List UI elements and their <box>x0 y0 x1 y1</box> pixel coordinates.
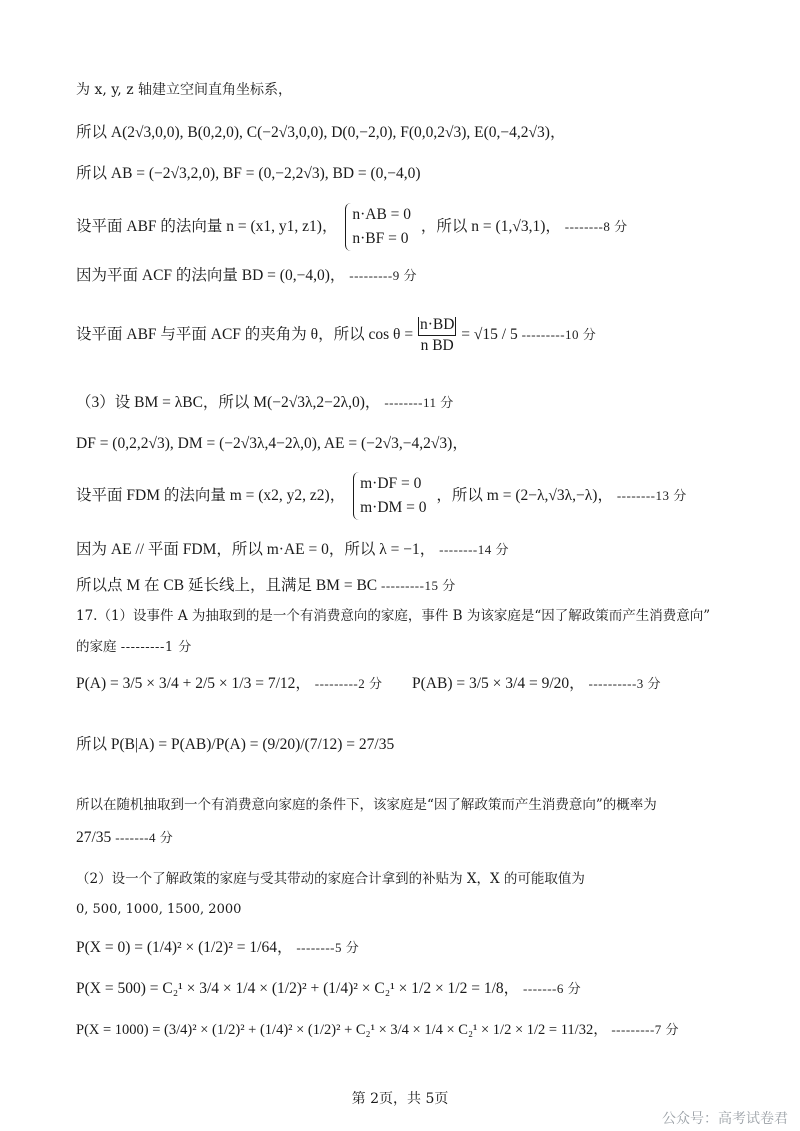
line-normal-abf <box>76 203 628 251</box>
prob-value: 27/35 <box>76 829 112 846</box>
pa-formula: P(A) = 3/5 × 3/4 + 2/5 × 1/3 = 7/12， <box>76 675 311 692</box>
line-vectors-df-dm-ae: DF = (0,2,2√3), DM = (−2√3λ,4−2λ,0), AE = (−2√3,−4,2√3)， <box>76 435 468 452</box>
line-prob-statement: 所以在随机抽取到一个有消费意向家庭的条件下，该家庭是“因了解政策而产生消费意向”的概率为 <box>76 797 657 813</box>
normal-acf-text: 因为平面 ACF 的法向量 BD = (0,−4,0)， <box>76 267 346 284</box>
score-mark-9: ---------9 分 <box>349 268 417 283</box>
equation-system-fdm <box>353 472 426 520</box>
normal-abf-result: ，所以 n = (1,√3,1)， <box>420 218 561 235</box>
px500-formula: P(X = 500) = C₂¹ × 3/4 × 1/4 × (1/2)² + (1/4)² × C₂¹ × 1/2 × 1/2 = 1/8， <box>76 980 520 997</box>
system-eq-4: m·DM = 0 <box>360 499 427 517</box>
cos-result: = <box>461 326 474 343</box>
score-mark-1: ---------1 分 <box>120 640 192 655</box>
parallel-text: 因为 AE // 平面 FDM，所以 m·AE = 0，所以 λ = −1， <box>76 541 436 558</box>
line-px1000 <box>76 1020 679 1040</box>
line-q17-family <box>76 637 192 658</box>
score-mark-3: ----------3 分 <box>588 676 662 691</box>
system-eq-2: n·BF = 0 <box>352 230 409 248</box>
px0-formula: P(X = 0) = (1/4)² × (1/2)² = 1/64， <box>76 939 293 956</box>
score-mark-2: ---------2 分 <box>314 676 383 691</box>
part3-intro: （3）设 BM = λBC，所以 M(−2√3λ,2−2λ,0)， <box>76 394 381 411</box>
score-mark-11: --------11 分 <box>384 395 454 410</box>
family-text: 的家庭 <box>76 639 117 655</box>
cos-numerator: n·BD <box>418 317 456 336</box>
line-conclusion-m <box>76 576 456 596</box>
score-mark-13: --------13 分 <box>616 488 687 503</box>
normal-abf-intro: 设平面 ABF 的法向量 n = (x1, y1, z1)， <box>76 218 338 235</box>
px1000-formula: P(X = 1000) = (3/4)² × (1/2)² + (1/4)² × (1/2)² + C₂¹ × 3/4 × 1/4 × C₂¹ × 1/2 × 1/2 = 11/32， <box>76 1022 608 1038</box>
line-points: 所以 A(2√3,0,0), B(0,2,0), C(−2√3,0,0), D(0,−2,0), F(0,0,2√3), E(0,−4,2√3)， <box>76 124 566 141</box>
normal-fdm-result: ，所以 m = (2−λ,√3λ,−λ)， <box>436 487 613 504</box>
score-mark-5: --------5 分 <box>296 940 360 955</box>
line-pa <box>76 674 382 694</box>
line-normal-fdm <box>76 472 687 520</box>
line-values: 0, 500, 1000, 1500, 2000 <box>76 902 242 917</box>
score-mark-6: -------6 分 <box>523 981 582 996</box>
line-vectors-ab-bf-bd: 所以 AB = (−2√3,2,0), BF = (0,−2,2√3), BD = (0,−4,0) <box>76 165 421 182</box>
line-prob-value <box>76 828 173 848</box>
equation-system-abf <box>345 203 411 251</box>
system-eq-3: m·DF = 0 <box>360 475 422 493</box>
line-px500 <box>76 979 581 999</box>
system-eq-1: n·AB = 0 <box>352 206 412 224</box>
score-mark-14: --------14 分 <box>439 542 510 557</box>
score-mark-7: ---------7 分 <box>611 1022 680 1037</box>
line-angle-cos <box>76 306 596 364</box>
line-axes: 为 x, y, z 轴建立空间直角坐标系， <box>76 82 293 98</box>
page-footer: 第 2页，共 5页 <box>351 1091 449 1107</box>
line-pab <box>412 674 661 694</box>
line-normal-acf <box>76 266 417 286</box>
watermark-text: 公众号：高考试卷君 <box>662 1111 788 1127</box>
line-part2-intro: （2）设一个了解政策的家庭与受其带动的家庭合计拿到的补贴为 X，X 的可能取值为 <box>76 871 585 887</box>
conclusion-text: 所以点 M 在 CB 延长线上，且满足 BM = BC <box>76 577 378 594</box>
line-parallel <box>76 540 509 560</box>
cos-denominator: n BD <box>420 336 454 354</box>
cos-value: √15 / 5 <box>473 326 518 343</box>
line-q17-intro: 17.（1）设事件 A 为抽取到的是一个有消费意向的家庭，事件 B 为该家庭是“因了解政策而产生消费意向” <box>76 608 711 624</box>
score-mark-4: -------4 分 <box>115 830 174 845</box>
score-mark-10: ---------10 分 <box>521 327 597 342</box>
line-conditional-prob: 所以 P(B|A) = P(AB)/P(A) = (9/20)/(7/12) = 27/35 <box>76 736 395 753</box>
line-px0 <box>76 938 359 958</box>
angle-intro: 设平面 ABF 与平面 ACF 的夹角为 θ，所以 cos θ = <box>76 326 414 343</box>
pab-formula: P(AB) = 3/5 × 3/4 = 9/20， <box>412 675 585 692</box>
score-mark-15: ---------15 分 <box>381 578 456 593</box>
line-part3-bm <box>76 393 454 413</box>
cos-fraction <box>418 317 456 353</box>
score-mark-8: --------8 分 <box>564 219 628 234</box>
normal-fdm-intro: 设平面 FDM 的法向量 m = (x2, y2, z2)， <box>76 487 346 504</box>
